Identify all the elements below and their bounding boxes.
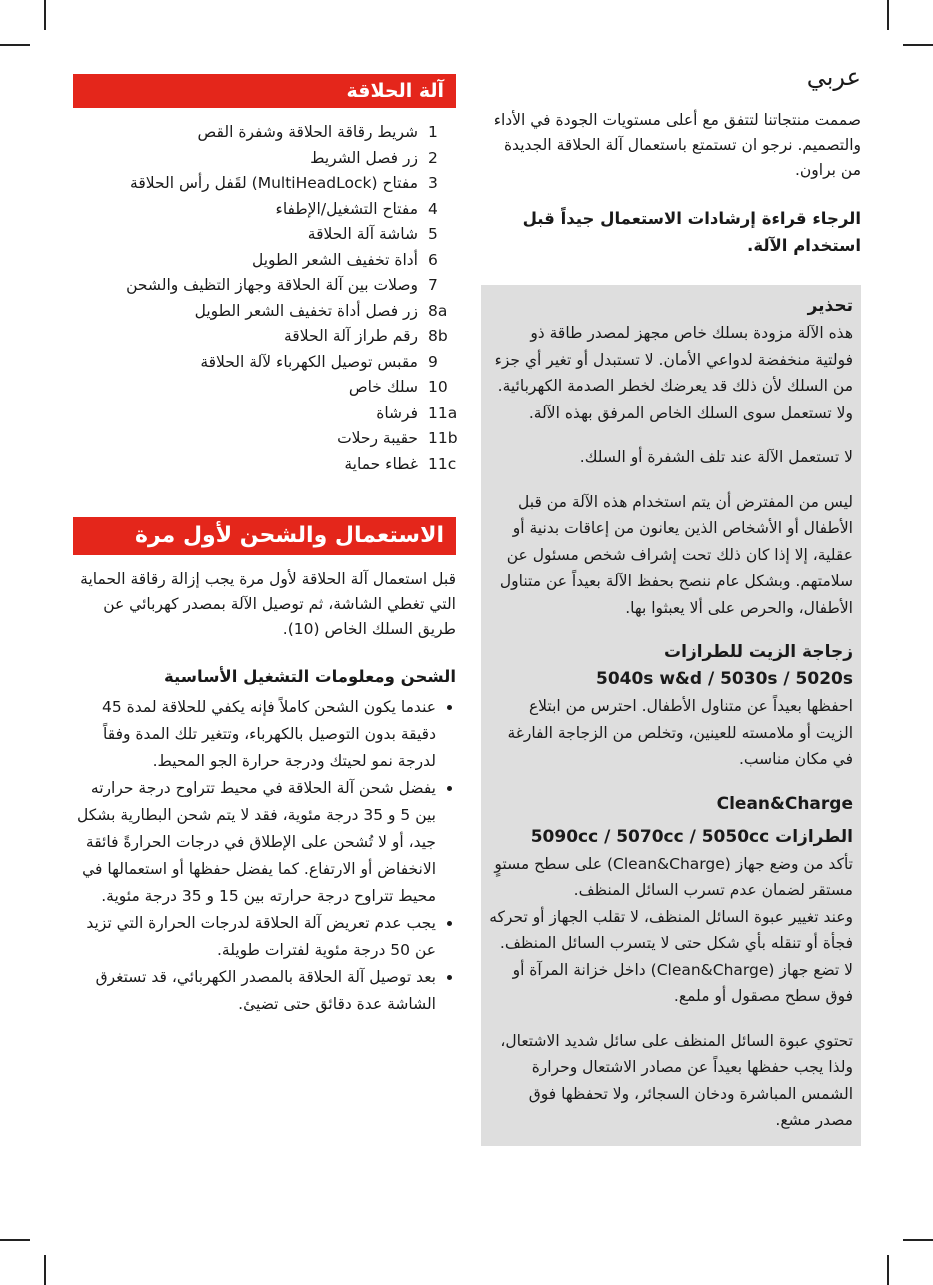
right-column — [481, 60, 861, 1146]
list-item — [73, 273, 456, 299]
list-item — [73, 299, 456, 325]
crop-mark — [0, 1239, 30, 1241]
part-number: 11c — [428, 454, 457, 473]
part-label: غطاء حماية — [344, 454, 418, 473]
list-item: • عندما يكون الشحن كاملاً فإنه يكفي للحلاقة لمدة 45 دقيقة بدون التوصيل بالكهرباء، وتتغير تلك المدة وفقاً لدرجة نمو لحيتك ودرجة حرارة الجو المحيط. — [73, 694, 436, 775]
part-label: مقبس توصيل الكهرباء لآلة الحلاقة — [200, 352, 418, 371]
crop-mark — [44, 0, 46, 30]
warning-title: تحذير — [807, 296, 853, 316]
list-item — [73, 324, 456, 350]
list-item: • بعد توصيل آلة الحلاقة بالمصدر الكهربائي، قد تستغرق الشاشة عدة دقائق حتى تضيئ. — [73, 964, 436, 1018]
list-item — [73, 146, 456, 172]
list-item: • يجب عدم تعريض آلة الحلاقة لدرجات الحرارة التي تزيد عن 50 درجة مئوية لفترات طويلة. — [73, 910, 436, 964]
list-item: • يفضل شحن آلة الحلاقة في محيط تتراوح درجة حرارته بين 5 و 35 درجة مئوية، فقد لا يتم شحن البطارية بشكل جيد، أو لا تُشحن على الإطلاق في درجات الحرارةً فائقة الانخفاض أو الارتفاع. كما يفضل حفظها أو استعمالها في محيط تتراوح درجة حرارته بين 15 و 35 درجة مئوية. — [73, 775, 436, 910]
part-number: 9 — [428, 352, 438, 371]
part-label: شاشة آلة الحلاقة — [307, 225, 418, 243]
part-number: 4 — [428, 199, 438, 218]
first-use-intro: قبل استعمال آلة الحلاقة لأول مرة يجب إزالة رقاقة الحماية التي تغطي الشاشة، ثم توصيل الآلة بمصدر كهربائي عن طريق السلك الخاص (10). — [80, 570, 456, 638]
cc-models-line — [489, 824, 853, 851]
cc-paragraph: وعند تغيير عبوة السائل المنظف، لا تقلب الجهاز أو تحركه فجأة أو تنقله بأي شكل حتى لا يتسرب السائل المنظف. لا تضع جهاز (Clean&Charge) داخل خزانة المرآة أو فوق سطح مصقول أو ملمع. — [489, 907, 853, 1005]
charging-bullets — [73, 694, 456, 1018]
part-label: حقيبة رحلات — [337, 429, 418, 447]
part-label: زر فصل أداة تخفيف الشعر الطويل — [194, 301, 418, 320]
left-column — [73, 74, 456, 1018]
cc-models: 5090cc / 5070cc / 5050cc — [530, 826, 770, 847]
part-label: مفتاح (MultiHeadLock) لقَفل رأس الحلاقة — [130, 174, 418, 192]
list-item — [73, 197, 456, 223]
part-number: 8b — [428, 327, 448, 345]
list-item — [73, 426, 456, 452]
part-number: 2 — [428, 148, 438, 167]
crop-mark — [887, 0, 889, 30]
part-number: 7 — [428, 276, 438, 294]
part-label: مفتاح التشغيل/الإطفاء — [275, 199, 418, 218]
language-label: عربي — [806, 63, 861, 91]
crop-mark — [903, 1239, 933, 1241]
list-item — [73, 401, 456, 427]
cc-paragraph: تأكد من وضع جهاز (Clean&Charge) على سطح مستوٍ مستقر لضمان عدم تسرب السائل المنظف. — [494, 854, 853, 899]
oil-title: زجاجة الزيت للطرازات — [664, 642, 853, 662]
list-item — [73, 248, 456, 274]
part-number: 10 — [428, 378, 448, 396]
part-label: وصلات بين آلة الحلاقة وجهاز التظيف والشحن — [126, 276, 418, 294]
list-item — [73, 171, 456, 197]
part-number: 1 — [428, 123, 438, 141]
list-item — [73, 452, 456, 478]
part-label: سلك خاص — [348, 378, 418, 396]
part-label: أداة تخفيف الشعر الطويل — [252, 250, 418, 269]
oil-models: 5040s w&d / 5030s / 5020s — [595, 669, 853, 689]
intro-paragraph: صممت منتجاتنا لتتفق مع أعلى مستويات الجودة في الأداء والتصميم. نرجو ان تستمتع باستعمال آلة الحلاقة الجديدة من براون. — [493, 111, 861, 179]
crop-mark — [44, 1255, 46, 1285]
crop-mark — [903, 44, 933, 46]
part-number: 5 — [428, 225, 438, 243]
first-use-title: الاستعمال والشحن لأول مرة — [73, 517, 456, 555]
read-instructions: الرجاء قراءة إرشادات الاستعمال جيداً قبل استخدام الآلة. — [522, 209, 861, 255]
part-number: 11a — [428, 403, 458, 422]
cc-paragraph: تحتوي عبوة السائل المنظف على سائل شديد الاشتعال، ولذا يجب حفظها بعيداً عن مصادر الاشتعال وحرارة الشمس المباشرة ودخان السجائر، ولا تحفظها فوق مصدر مشع. — [500, 1031, 853, 1129]
part-label: رقم طراز آلة الحلاقة — [283, 327, 418, 345]
part-label: زر فصل الشريط — [310, 148, 418, 167]
parts-list — [73, 120, 456, 477]
parts-section-title: آلة الحلاقة — [73, 74, 456, 108]
warning-paragraph: ليس من المفترض أن يتم استخدام هذه الآلة من قبل الأطفال أو الأشخاص الذين يعانون من إعاقات بدنية أو عقلية، إلا إذا كان ذلك تحت إشراف شخص مسئول عن سلامتهم. وبشكل عام ننصح بحفظ الآلة بعيداً عن متناول الأطفال، والحرص على ألا يعبثوا بها. — [499, 492, 853, 617]
part-label: فرشاة — [376, 403, 418, 422]
part-number: 8a — [428, 301, 448, 320]
part-label: شريط رقاقة الحلاقة وشفرة القص — [197, 123, 418, 141]
part-number: 11b — [428, 429, 458, 447]
crop-mark — [887, 1255, 889, 1285]
list-item — [73, 120, 456, 146]
cc-brand: Clean&Charge — [716, 793, 853, 814]
warning-paragraph: لا تستعمل الآلة عند تلف الشفرة أو السلك. — [579, 448, 853, 466]
warning-paragraph: هذه الآلة مزودة بسلك خاص مجهز لمصدر طاقة ذو فولتية منخفضة لدواعي الأمان. لا تستبدل أو تغير أي جزء من السلك لأن ذلك قد يعرضك لخطر الصدمة الكهربائية. ولا تستعمل سوى السلك الخاص المرفق بهذه الآلة. — [494, 324, 853, 422]
crop-mark — [0, 44, 30, 46]
list-item — [73, 222, 456, 248]
warning-box — [481, 285, 861, 1146]
list-item — [73, 375, 456, 401]
part-number: 3 — [428, 174, 438, 192]
cc-models-label: الطرازات — [775, 826, 853, 847]
charging-title: الشحن ومعلومات التشغيل الأساسية — [164, 667, 456, 686]
oil-text: احفظها بعيداً عن متناول الأطفال. احترس من ابتلاع الزيت أو ملامسته للعينين، وتخلص من الزجاجة الفارغة في مكان مناسب. — [507, 697, 853, 768]
part-number: 6 — [428, 250, 438, 269]
list-item — [73, 350, 456, 376]
